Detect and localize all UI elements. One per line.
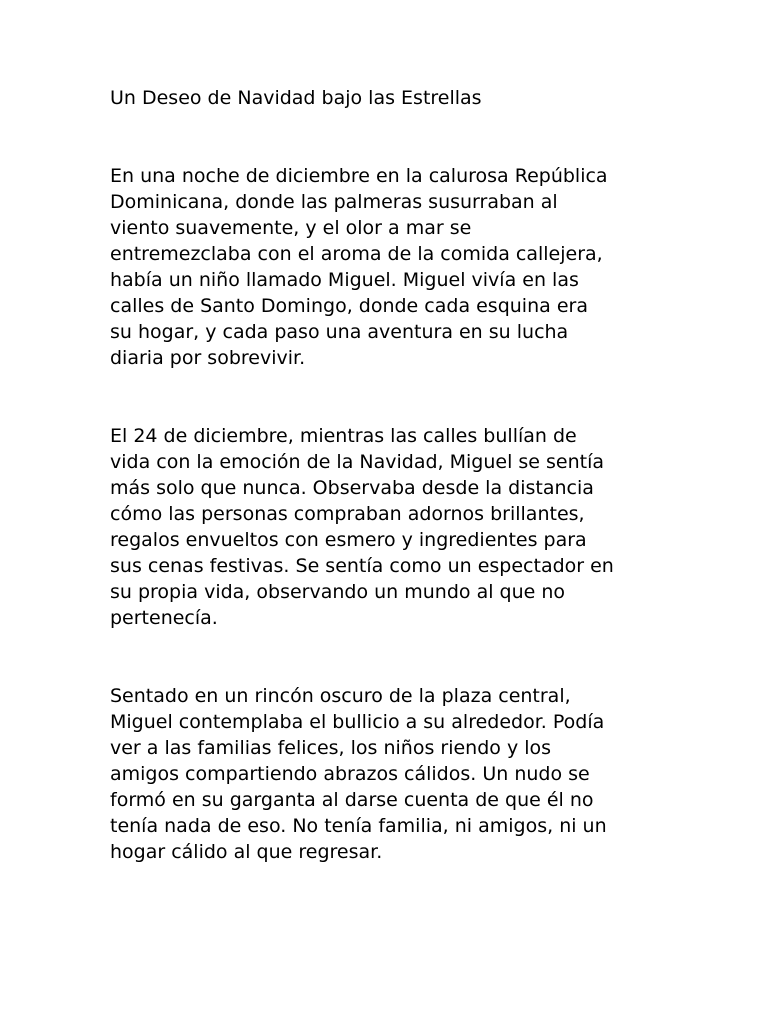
text-line: hogar cálido al que regresar. [110,841,383,863]
document-body [110,85,670,865]
text-line: había un niño llamado Miguel. Miguel vivía en las [110,269,579,291]
text-line: Miguel contemplaba el bullicio a su alrededor. Podía [110,711,605,733]
text-line: El 24 de diciembre, mientras las calles bullían de [110,425,577,447]
text-line: viento suavemente, y el olor a mar se [110,217,472,239]
paragraph-3 [110,683,670,865]
text-line: ver a las familias felices, los niños riendo y los [110,737,552,759]
document-title: Un Deseo de Navidad bajo las Estrellas [110,87,482,109]
text-line: su hogar, y cada paso una aventura en su lucha [110,321,569,343]
text-line: formó en su garganta al darse cuenta de que él no [110,789,594,811]
text-line: entremezclaba con el aroma de la comida callejera, [110,243,603,265]
paragraph-1 [110,163,670,371]
text-line: Dominicana, donde las palmeras susurraban al [110,191,558,213]
text-line: Sentado en un rincón oscuro de la plaza central, [110,685,571,707]
text-line: vida con la emoción de la Navidad, Miguel se sentía [110,451,605,473]
text-line: diaria por sobrevivir. [110,347,306,369]
text-line: En una noche de diciembre en la calurosa República [110,165,608,187]
text-line: cómo las personas compraban adornos brillantes, [110,503,585,525]
text-line: amigos compartiendo abrazos cálidos. Un nudo se [110,763,590,785]
text-line: pertenecía. [110,607,218,629]
paragraph-2 [110,423,670,631]
text-line: más solo que nunca. Observaba desde la distancia [110,477,594,499]
text-line: regalos envueltos con esmero y ingredientes para [110,529,587,551]
text-line: tenía nada de eso. No tenía familia, ni amigos, ni un [110,815,607,837]
text-line: su propia vida, observando un mundo al que no [110,581,566,603]
text-line: calles de Santo Domingo, donde cada esquina era [110,295,588,317]
text-line: sus cenas festivas. Se sentía como un espectador en [110,555,614,577]
